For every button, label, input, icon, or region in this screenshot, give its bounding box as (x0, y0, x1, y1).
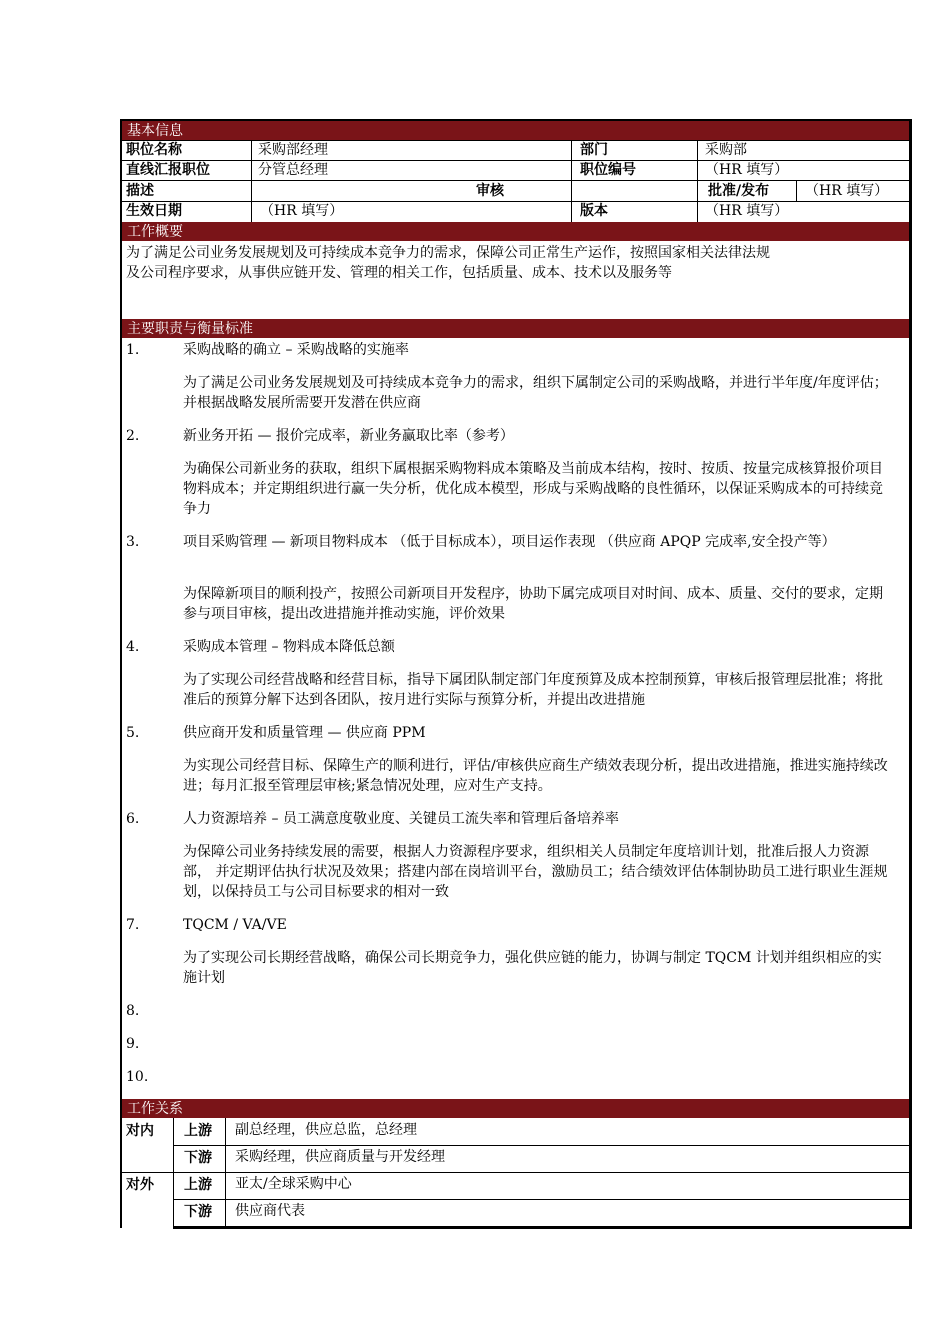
external-label: 对外 (126, 1177, 154, 1193)
duty-number: 5. (126, 725, 140, 741)
section-header-relations: 工作关系 (122, 1099, 909, 1118)
duty-title: 供应商开发和质量管理 — 供应商 PPM (183, 725, 426, 741)
section-header-basic: 基本信息 (122, 121, 909, 140)
divider (122, 180, 909, 181)
effective-date-value: （HR 填写） (260, 203, 344, 219)
duty-title: 项目采购管理 — 新项目物料成本 （低于目标成本），项目运作表现 （供应商 APQP 完成率,安全投产等） (183, 534, 836, 550)
section-header-overview: 工作概要 (122, 222, 909, 241)
duty-description: 为保障新项目的顺利投产，按照公司新项目开发程序，协助下属完成项目对时间、成本、质量、交付的要求，定期参与项目审核，提出改进措施并推动实施，评价效果 (183, 586, 883, 622)
bottom-border (173, 1226, 912, 1229)
duty-number: 10. (126, 1069, 149, 1085)
section-header-duties: 主要职责与衡量标准 (122, 319, 909, 338)
duty-title: TQCM / VA/VE (183, 917, 287, 933)
divider (796, 180, 797, 201)
duty-title: 人力资源培养 – 员工满意度敬业度、关键员工流失率和管理后备培养率 (183, 811, 619, 827)
divider (122, 160, 909, 161)
internal-downstream-label: 下游 (184, 1150, 212, 1166)
duty-title: 采购战略的确立 – 采购战略的实施率 (183, 342, 409, 358)
divider (571, 140, 572, 222)
internal-label: 对内 (126, 1123, 154, 1139)
duty-number: 1. (126, 342, 140, 358)
divider (122, 140, 909, 141)
duty-description: 为实现公司经营目标、保障生产的顺利进行，评估/审核供应商生产绩效表现分析，提出改进措施，推进实施持续改进；每月汇报至管理层审核;紧急情况处理，应对生产支持。 (183, 758, 888, 794)
job-code-value: （HR 填写） (705, 162, 789, 178)
divider (173, 1145, 909, 1146)
duty-number: 6. (126, 811, 140, 827)
divider (251, 140, 252, 222)
job-code-label: 职位编号 (580, 162, 636, 178)
department-label: 部门 (580, 142, 608, 158)
external-downstream-label: 下游 (184, 1204, 212, 1220)
internal-upstream-value: 副总经理，供应总监，总经理 (235, 1122, 417, 1138)
job-title-value: 采购部经理 (258, 142, 328, 158)
version-value: （HR 填写） (705, 203, 789, 219)
duty-title: 新业务开拓 — 报价完成率，新业务赢取比率（参考） (183, 428, 514, 444)
overview-line-2: 及公司程序要求，从事供应链开发、管理的相关工作，包括质量、成本、技术以及服务等 (126, 265, 672, 281)
duty-number: 3. (126, 534, 140, 550)
job-title-label: 职位名称 (126, 142, 182, 158)
duty-description: 为了满足公司业务发展规划及可持续成本竞争力的需求，组织下属制定公司的采购战略，并进行半年度/年度评估；并根据战略发展所需要开发潜在供应商 (183, 375, 888, 411)
divider (697, 140, 698, 222)
duty-description: 为了实现公司经营战略和经营目标，指导下属团队制定部门年度预算及成本控制预算，审核后报管理层批准；将批准后的预算分解下达到各团队，按月进行实际与预算分析，并提出改进措施 (183, 672, 883, 708)
divider (225, 1118, 226, 1228)
overview-line-1: 为了满足公司业务发展规划及可持续成本竞争力的需求，保障公司正常生产运作，按照国家相关法律法规 (126, 245, 770, 261)
divider (122, 1172, 909, 1173)
version-label: 版本 (580, 203, 608, 219)
internal-downstream-value: 采购经理，供应商质量与开发经理 (235, 1149, 445, 1165)
approve-label: 批准/发布 (708, 183, 770, 199)
report-to-value: 分管总经理 (258, 162, 328, 178)
external-downstream-value: 供应商代表 (235, 1203, 305, 1219)
duty-title: 采购成本管理 – 物料成本降低总额 (183, 639, 395, 655)
duty-description: 为保障公司业务持续发展的需要，根据人力资源程序要求，组织相关人员制定年度培训计划，批准后报人力资源部， 并定期评估执行状况及效果；搭建内部在岗培训平台，激励员工；结合绩效评估体制协助员工进行职业生涯规划，以保持员工与公司目标要求的相对一致 (183, 844, 888, 900)
duty-number: 8. (126, 1003, 140, 1019)
description-label: 描述 (126, 183, 154, 199)
duty-number: 7. (126, 917, 140, 933)
duty-number: 9. (126, 1036, 140, 1052)
frame-shadow (909, 119, 912, 1228)
report-to-label: 直线汇报职位 (126, 162, 210, 178)
divider (173, 1118, 174, 1228)
internal-upstream-label: 上游 (184, 1123, 212, 1139)
duty-number: 4. (126, 639, 140, 655)
department-value: 采购部 (705, 142, 747, 158)
review-label: 审核 (476, 183, 504, 199)
external-upstream-value: 亚太/全球采购中心 (235, 1176, 352, 1192)
divider (173, 1199, 909, 1200)
duty-description: 为了实现公司长期经营战略，确保公司长期竞争力，强化供应链的能力，协调与制定 TQCM 计划并组织相应的实施计划 (183, 950, 882, 986)
effective-date-label: 生效日期 (126, 203, 182, 219)
approve-value: （HR 填写） (805, 183, 889, 199)
divider (122, 201, 909, 202)
duty-description: 为确保公司新业务的获取，组织下属根据采购物料成本策略及当前成本结构，按时、按质、按量完成核算报价项目物料成本；并定期组织进行赢一失分析，优化成本模型，形成与采购战略的良性循环，以保证采购成本的可持续竞争力 (183, 461, 883, 517)
external-upstream-label: 上游 (184, 1177, 212, 1193)
duty-number: 2. (126, 428, 140, 444)
